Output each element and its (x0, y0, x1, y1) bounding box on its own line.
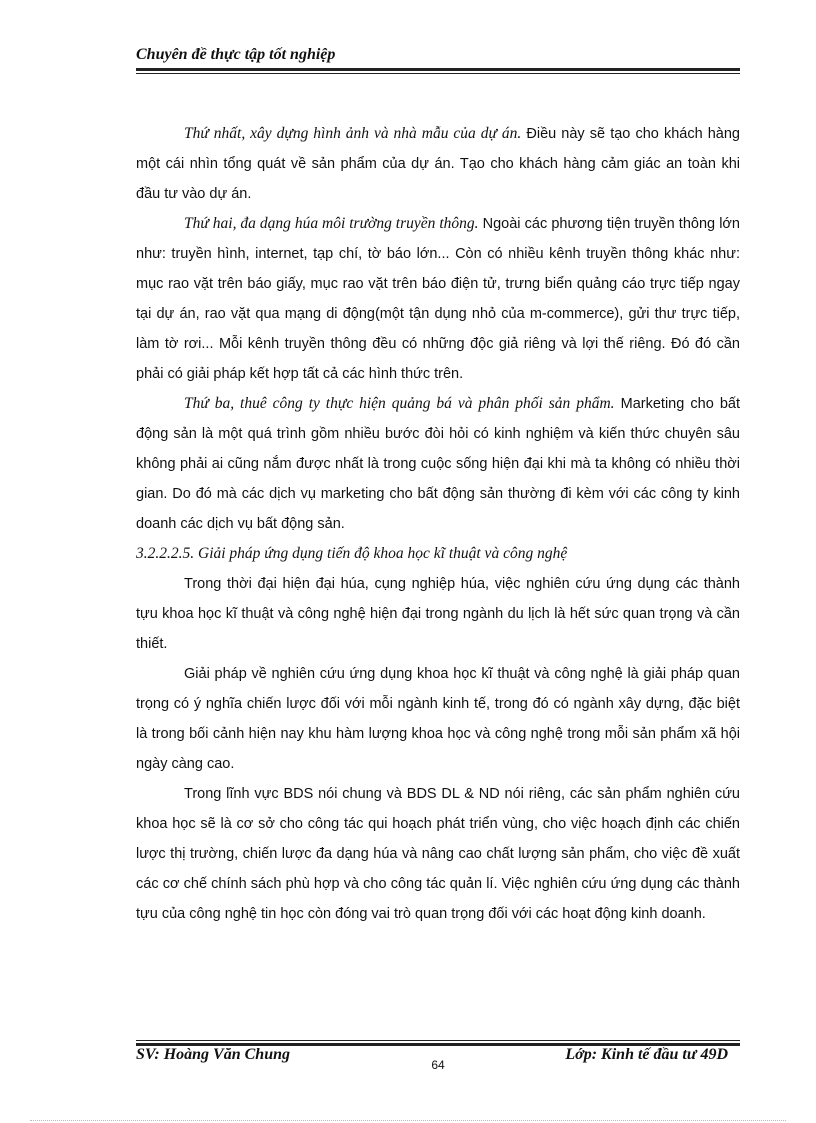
paragraph-6: Trong lĩnh vực BDS nói chung và BDS DL & ND nói riêng, các sản phẩm nghiên cứu khoa học sẽ là cơ sở cho công tác qui hoạch phát triển vùng, cho việc hoạch định các chiến lược thị trường, chiến lược đa dạng húa và nâng cao chất lượng sản phẩm, cho việc đề xuất các cơ chế chính sách phù hợp và cho công tác quản lí. Việc nghiên cứu ứng dụng các thành tựu của công nghệ tin học còn đóng vai trò quan trọng đối với các hoạt động kinh doanh. (136, 786, 740, 922)
header-rule (136, 68, 740, 71)
page-header-title: Chuyên đề thực tập tốt nghiệp (136, 46, 336, 63)
footer-rule-thin (136, 1040, 740, 1041)
paragraph-3-text: Marketing cho bất động sản là một quá trình gồm nhiều bước đòi hỏi có kinh nghiệm và kiến thức chuyên sâu không phải ai cũng nắm được nhất là trong cuộc sống hiện đại khi mà ta không có nhiều thời gian. Do đó mà các dịch vụ marketing cho bất động sản thường đi kèm với các công ty kinh doanh các dịch vụ bất động sản. (136, 396, 740, 532)
footer-class-name: Lớp: Kinh tế đầu tư 49D (565, 1046, 728, 1063)
page-edge-divider (30, 1120, 786, 1121)
paragraph-4: Trong thời đại hiện đại húa, cụng nghiệp húa, việc nghiên cứu ứng dụng các thành tựu khoa học kĩ thuật và công nghệ hiện đại trong ngành du lịch là hết sức quan trọng và cần thiết. (136, 576, 740, 652)
section-heading: 3.2.2.2.5. Giải pháp ứng dụng tiến độ khoa học kĩ thuật và công nghệ (136, 545, 568, 562)
document-body (136, 119, 740, 929)
paragraph-1 (136, 119, 740, 209)
paragraph-2-text: Ngoài các phương tiện truyền thông lớn như: truyền hình, internet, tạp chí, tờ báo lớn... Còn có nhiều kênh truyền thông khác như: mục rao vặt trên báo giấy, mục rao vặt trên báo điện tử, trưng biển quảng cáo trực tiếp ngay tại dự án, rao vặt qua mạng di động(một tận dụng nhỏ của m-commerce), gửi thư trực tiếp, làm tờ rơi... Mỗi kênh truyền thông đều có những độc giả riêng và lợi thế riêng. Đó đó cần phải có giải pháp kết hợp tất cả các hình thức trên. (136, 216, 740, 382)
paragraph-3-lead: Thứ ba, thuê công ty thực hiện quảng bá và phân phối sản phẩm. (184, 395, 615, 412)
paragraph-2-lead: Thứ hai, đa dạng húa môi trường truyền thông. (184, 215, 479, 232)
page-number: 64 (431, 1058, 445, 1072)
paragraph-5: Giải pháp về nghiên cứu ứng dụng khoa học kĩ thuật và công nghệ là giải pháp quan trọng có ý nghĩa chiến lược đối với mỗi ngành kinh tế, trong đó có ngành xây dựng, đặc biệt là trong bối cảnh hiện nay khu hàm lượng khoa học và công nghệ trong mỗi sản phẩm xã hội ngày càng cao. (136, 666, 740, 772)
paragraph-1-lead: Thứ nhất, xây dựng hình ảnh và nhà mẫu của dự án. (184, 125, 522, 142)
paragraph-1-text: Điều này sẽ tạo cho khách hàng một cái nhìn tổng quát về sản phẩm của dự án. Tạo cho khách hàng cảm giác an toàn khi đầu tư vào dự án. (136, 126, 740, 202)
paragraph-3 (136, 389, 740, 539)
header-rule-thin (136, 73, 740, 74)
footer-student-name: SV: Hoàng Văn Chung (136, 1046, 290, 1063)
paragraph-2 (136, 209, 740, 389)
